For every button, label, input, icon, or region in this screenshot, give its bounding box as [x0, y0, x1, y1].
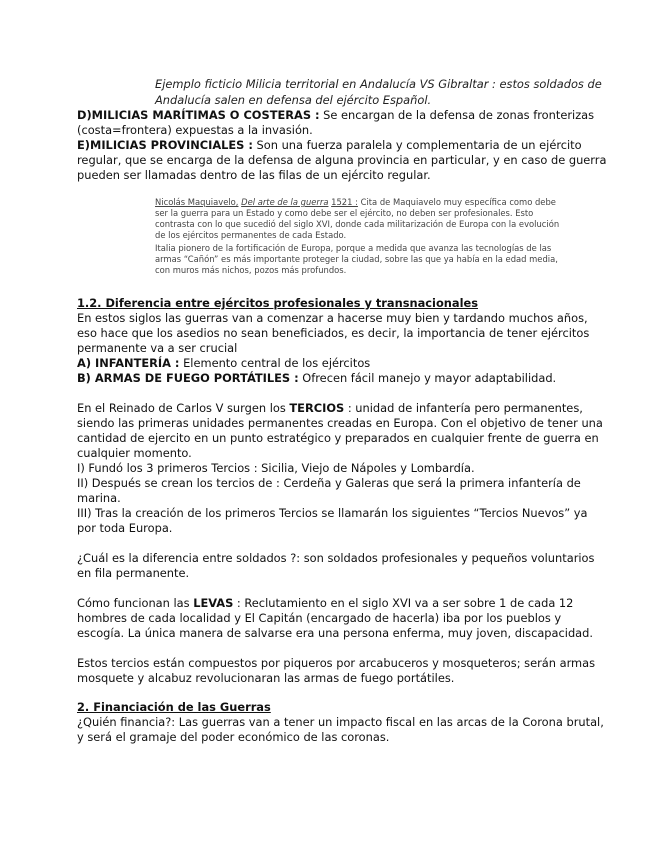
maritimas-text: Se encargan de la defensa de zonas fronterizas: [319, 108, 595, 122]
tercios-item-2a: II) Después se crean los tercios de : Cerdeña y Galeras que será la primera infantería de: [77, 476, 581, 490]
provinciales-line-3: pueden ser llamadas dentro de las filas de un ejército regular.: [77, 168, 431, 182]
levas-pre: Cómo funcionan las: [77, 596, 194, 610]
levas-line-2: hombres de cada localidad y El Capitán (encargado de hacerla) iba por los pueblos y: [77, 611, 562, 625]
section-1-2-line-2: eso hace que los asedios no sean beneficiados, es decir, la importancia de tener ejércitos: [77, 326, 590, 340]
levas-line-1: [77, 596, 573, 611]
quote-line-5: Italia pionero de la fortificación de Europa, porque a medida que avanza las tecnologías de las: [155, 243, 552, 253]
composicion-line-2: mosquete y alcabuz revolucionaran las armas de fuego portátiles.: [77, 671, 455, 685]
quote-work: Del arte de la guerra: [241, 197, 329, 207]
provinciales-line-1: [77, 138, 582, 153]
quote-line-1: [155, 197, 556, 208]
diferencia-line-1: ¿Cuál es la diferencia entre soldados ?: son soldados profesionales y pequeños voluntarios: [77, 551, 595, 565]
quote-line-6: armas “Cañón” es más importante proteger la ciudad, sobre las que ya había en la edad media,: [155, 254, 558, 264]
tercios-line-3: cantidad de ejercito en un punto estratégico y preparados en cualquier frente de guerra en: [77, 431, 599, 445]
quote-text: Cita de Maquiavelo muy específica como debe: [357, 197, 556, 207]
infanteria-label: A) INFANTERÍA :: [77, 356, 180, 370]
tercios-item-3a: III) Tras la creación de los primeros Tercios se llamarán los siguientes “Tercios Nuevos” ya: [77, 506, 588, 520]
quote-line-3: contrasta con lo que sucedió del siglo XVI, donde cada militarización de Europa con la evolución: [155, 219, 560, 229]
section-1-2-heading: 1.2. Diferencia entre ejércitos profesionales y transnacionales: [77, 296, 478, 310]
section-2-line-2: y será el gramaje del poder económico de las coronas.: [77, 730, 390, 744]
infanteria-text: Elemento central de los ejércitos: [179, 356, 371, 370]
example-line-1: Ejemplo ficticio Milicia territorial en Andalucía VS Gibraltar : estos soldados de: [155, 77, 602, 91]
provinciales-text: Son una fuerza paralela y complementaria de un ejército: [252, 138, 582, 152]
provinciales-label: E)MILICIAS PROVINCIALES :: [77, 138, 253, 152]
armas-line: [77, 371, 556, 386]
tercios-item-2b: marina.: [77, 491, 121, 505]
tercios-pre: En el Reinado de Carlos V surgen los: [77, 401, 290, 415]
levas-post: : Reclutamiento en el siglo XVI va a ser sobre 1 de cada 12: [233, 596, 574, 610]
section-2-line-1: ¿Quién financia?: Las guerras van a tener un impacto fiscal en las arcas de la Corona brutal,: [77, 715, 604, 729]
quote-year: 1521 :: [331, 197, 358, 207]
composicion-line-1: Estos tercios están compuestos por piqueros por arcabuceros y mosqueteros; serán armas: [77, 656, 596, 670]
armas-text: Ofrecen fácil manejo y mayor adaptabilidad.: [298, 371, 557, 385]
section-1-2-line-3: permanente va a ser crucial: [77, 341, 238, 355]
armas-label: B) ARMAS DE FUEGO PORTÁTILES :: [77, 371, 299, 385]
levas-bold: LEVAS: [193, 596, 234, 610]
quote-line-2: ser la guerra para un Estado y como debe ser el ejército, no deben ser profesionales. Esto: [155, 208, 534, 218]
quote-line-7: con muros más nichos, pozos más profundos.: [155, 265, 347, 275]
infanteria-line: [77, 356, 370, 371]
tercios-item-3b: por toda Europa.: [77, 521, 173, 535]
example-line-2: Andalucía salen en defensa del ejército Español.: [155, 93, 432, 107]
maritimas-line-2: (costa=frontera) expuestas a la invasión.: [77, 123, 313, 137]
tercios-line-1: [77, 401, 583, 416]
tercios-item-1: I) Fundó los 3 primeros Tercios : Sicilia, Viejo de Nápoles y Lombardía.: [77, 461, 475, 475]
levas-line-3: escogía. La única manera de salvarse era una persona enferma, muy joven, discapacidad.: [77, 626, 594, 640]
quote-author: Nicolás Maquiavelo,: [155, 197, 239, 207]
maritimas-line-1: [77, 108, 594, 123]
section-2-heading: 2. Financiación de las Guerras: [77, 700, 271, 714]
tercios-post: : unidad de infantería pero permanentes,: [344, 401, 583, 415]
section-1-2-line-1: En estos siglos las guerras van a comenzar a hacerse muy bien y tardando muchos años,: [77, 311, 588, 325]
diferencia-line-2: en fila permanente.: [77, 566, 190, 580]
tercios-bold: TERCIOS: [289, 401, 345, 415]
quote-line-4: de los ejércitos permanentes de cada Estado.: [155, 230, 347, 240]
tercios-line-2: siendo las primeras unidades permanentes creadas en Europa. Con el objetivo de tener una: [77, 416, 603, 430]
maritimas-label: D)MILICIAS MARÍTIMAS O COSTERAS :: [77, 108, 320, 122]
tercios-line-4: cualquier momento.: [77, 446, 192, 460]
provinciales-line-2: regular, que se encarga de la defensa de alguna provincia en particular, y en caso de guerra: [77, 153, 607, 167]
